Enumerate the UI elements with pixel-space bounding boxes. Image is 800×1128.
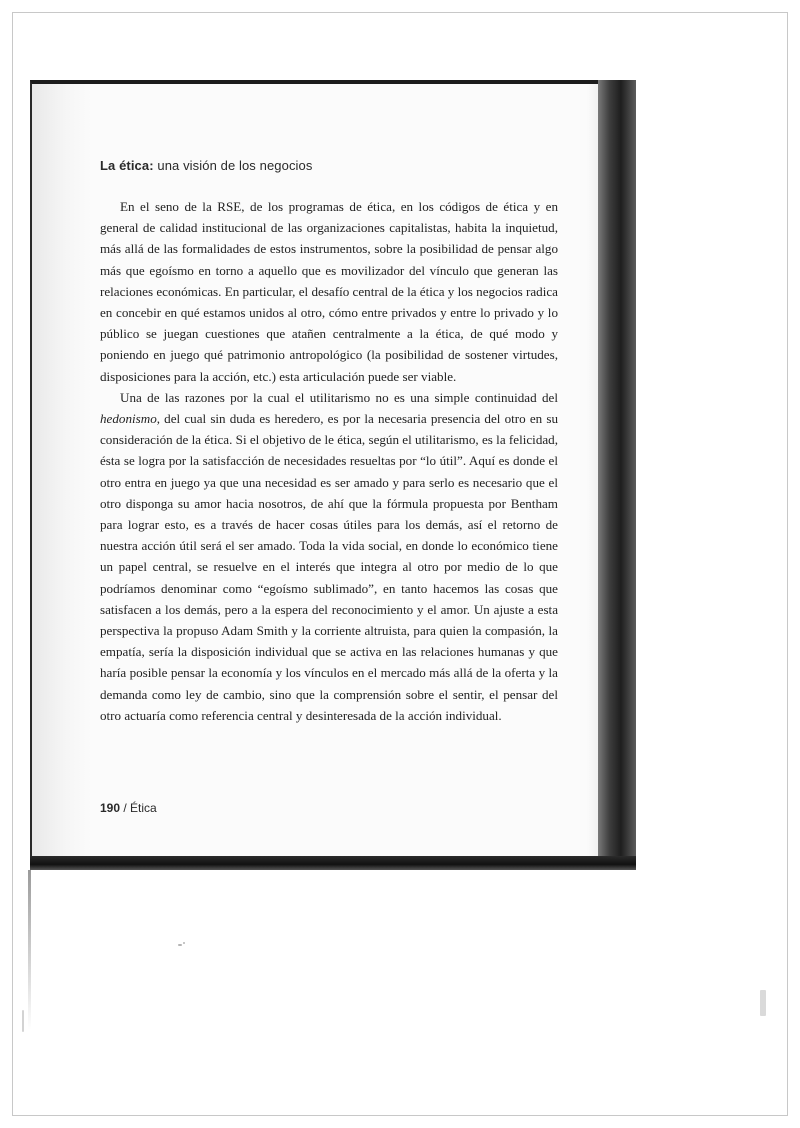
- paragraph-text: , del cual sin duda es heredero, es por la necesaria presencia del otro en su consideración de la ética. Si el objetivo de le ética, según el utilitarismo, es la felicidad, ésta se logra por la satisfacción de necesidades resueltas por “lo útil”. Aquí es donde el otro entra en juego ya que una necesidad es ser amado y para serlo es necesario que el otro disponga su amor hacia nosotros, de ahí que la fórmula propuesta por Bentham para lograr esto, es a través de hacer cosas útiles para los demás, así el retorno de nuestra acción útil será el ser amado. Toda la vida social, en donde lo económico tiene un papel central, se resuelve en el interés que integra al otro por medio de lo que podríamos denominar como “egoísmo sublimado”, en tanto hacemos las cosas que satisfacen a los demás, pero a la espera del reconocimiento y el amor. Un ajuste a esta perspectiva la propuso Adam Smith y la corriente altruista, para quien la compasión, la empatía, sería la disposición individual que se activa en las relaciones humanas y que haría posible pensar la economía y los vínculos en el mercado más allá de la oferta y la demanda como ley de cambio, sino que la comprensión sobre el sentir, el pensar del otro actuaría como referencia central y desinteresada de la acción individual.: [100, 411, 558, 723]
- page-number: 190: [100, 801, 121, 815]
- page-bottom-edge-shadow: [30, 856, 636, 870]
- binding-shadow: [598, 80, 636, 870]
- paragraph: [100, 196, 558, 387]
- scan-speck: [22, 1010, 24, 1032]
- scan-speck: [760, 990, 766, 1016]
- scan-speck: [178, 944, 182, 946]
- footer-section: Ética: [130, 801, 157, 815]
- scan-speck: [183, 942, 185, 944]
- paragraph-text: Una de las razones por la cual el utilitarismo no es una simple continuidad del: [120, 389, 558, 405]
- running-header-rest: una visión de los negocios: [153, 158, 313, 173]
- footer-separator: /: [120, 801, 131, 815]
- running-header: [100, 158, 312, 173]
- page-footer: [100, 801, 157, 815]
- running-header-bold: La ética:: [100, 158, 154, 173]
- left-gutter-shadow: [28, 870, 31, 1030]
- paragraph: [100, 387, 558, 726]
- italic-term: hedonismo: [100, 411, 157, 427]
- body-text: [100, 196, 558, 726]
- paragraph-text: En el seno de la RSE, de los programas de ética, en los códigos de ética y en general de calidad institucional de las organizaciones capitalistas, habita la inquietud, más allá de las formalidades de estos instrumentos, sobre la posibilidad de pensar algo más que egoísmo en torno a aquello que es movilizador del vínculo que generan las relaciones económicas. En particular, el desafío central de la ética y los negocios radica en concebir en qué estamos unidos al otro, cómo entre privados y entre lo privado y lo público se juegan cuestiones que atañen centralmente a la ética, de qué modo y poniendo en juego qué patrimonio antropológico (la posibilidad de sostener virtudes, disposiciones para la acción, etc.) esta articulación puede ser viable.: [100, 199, 558, 384]
